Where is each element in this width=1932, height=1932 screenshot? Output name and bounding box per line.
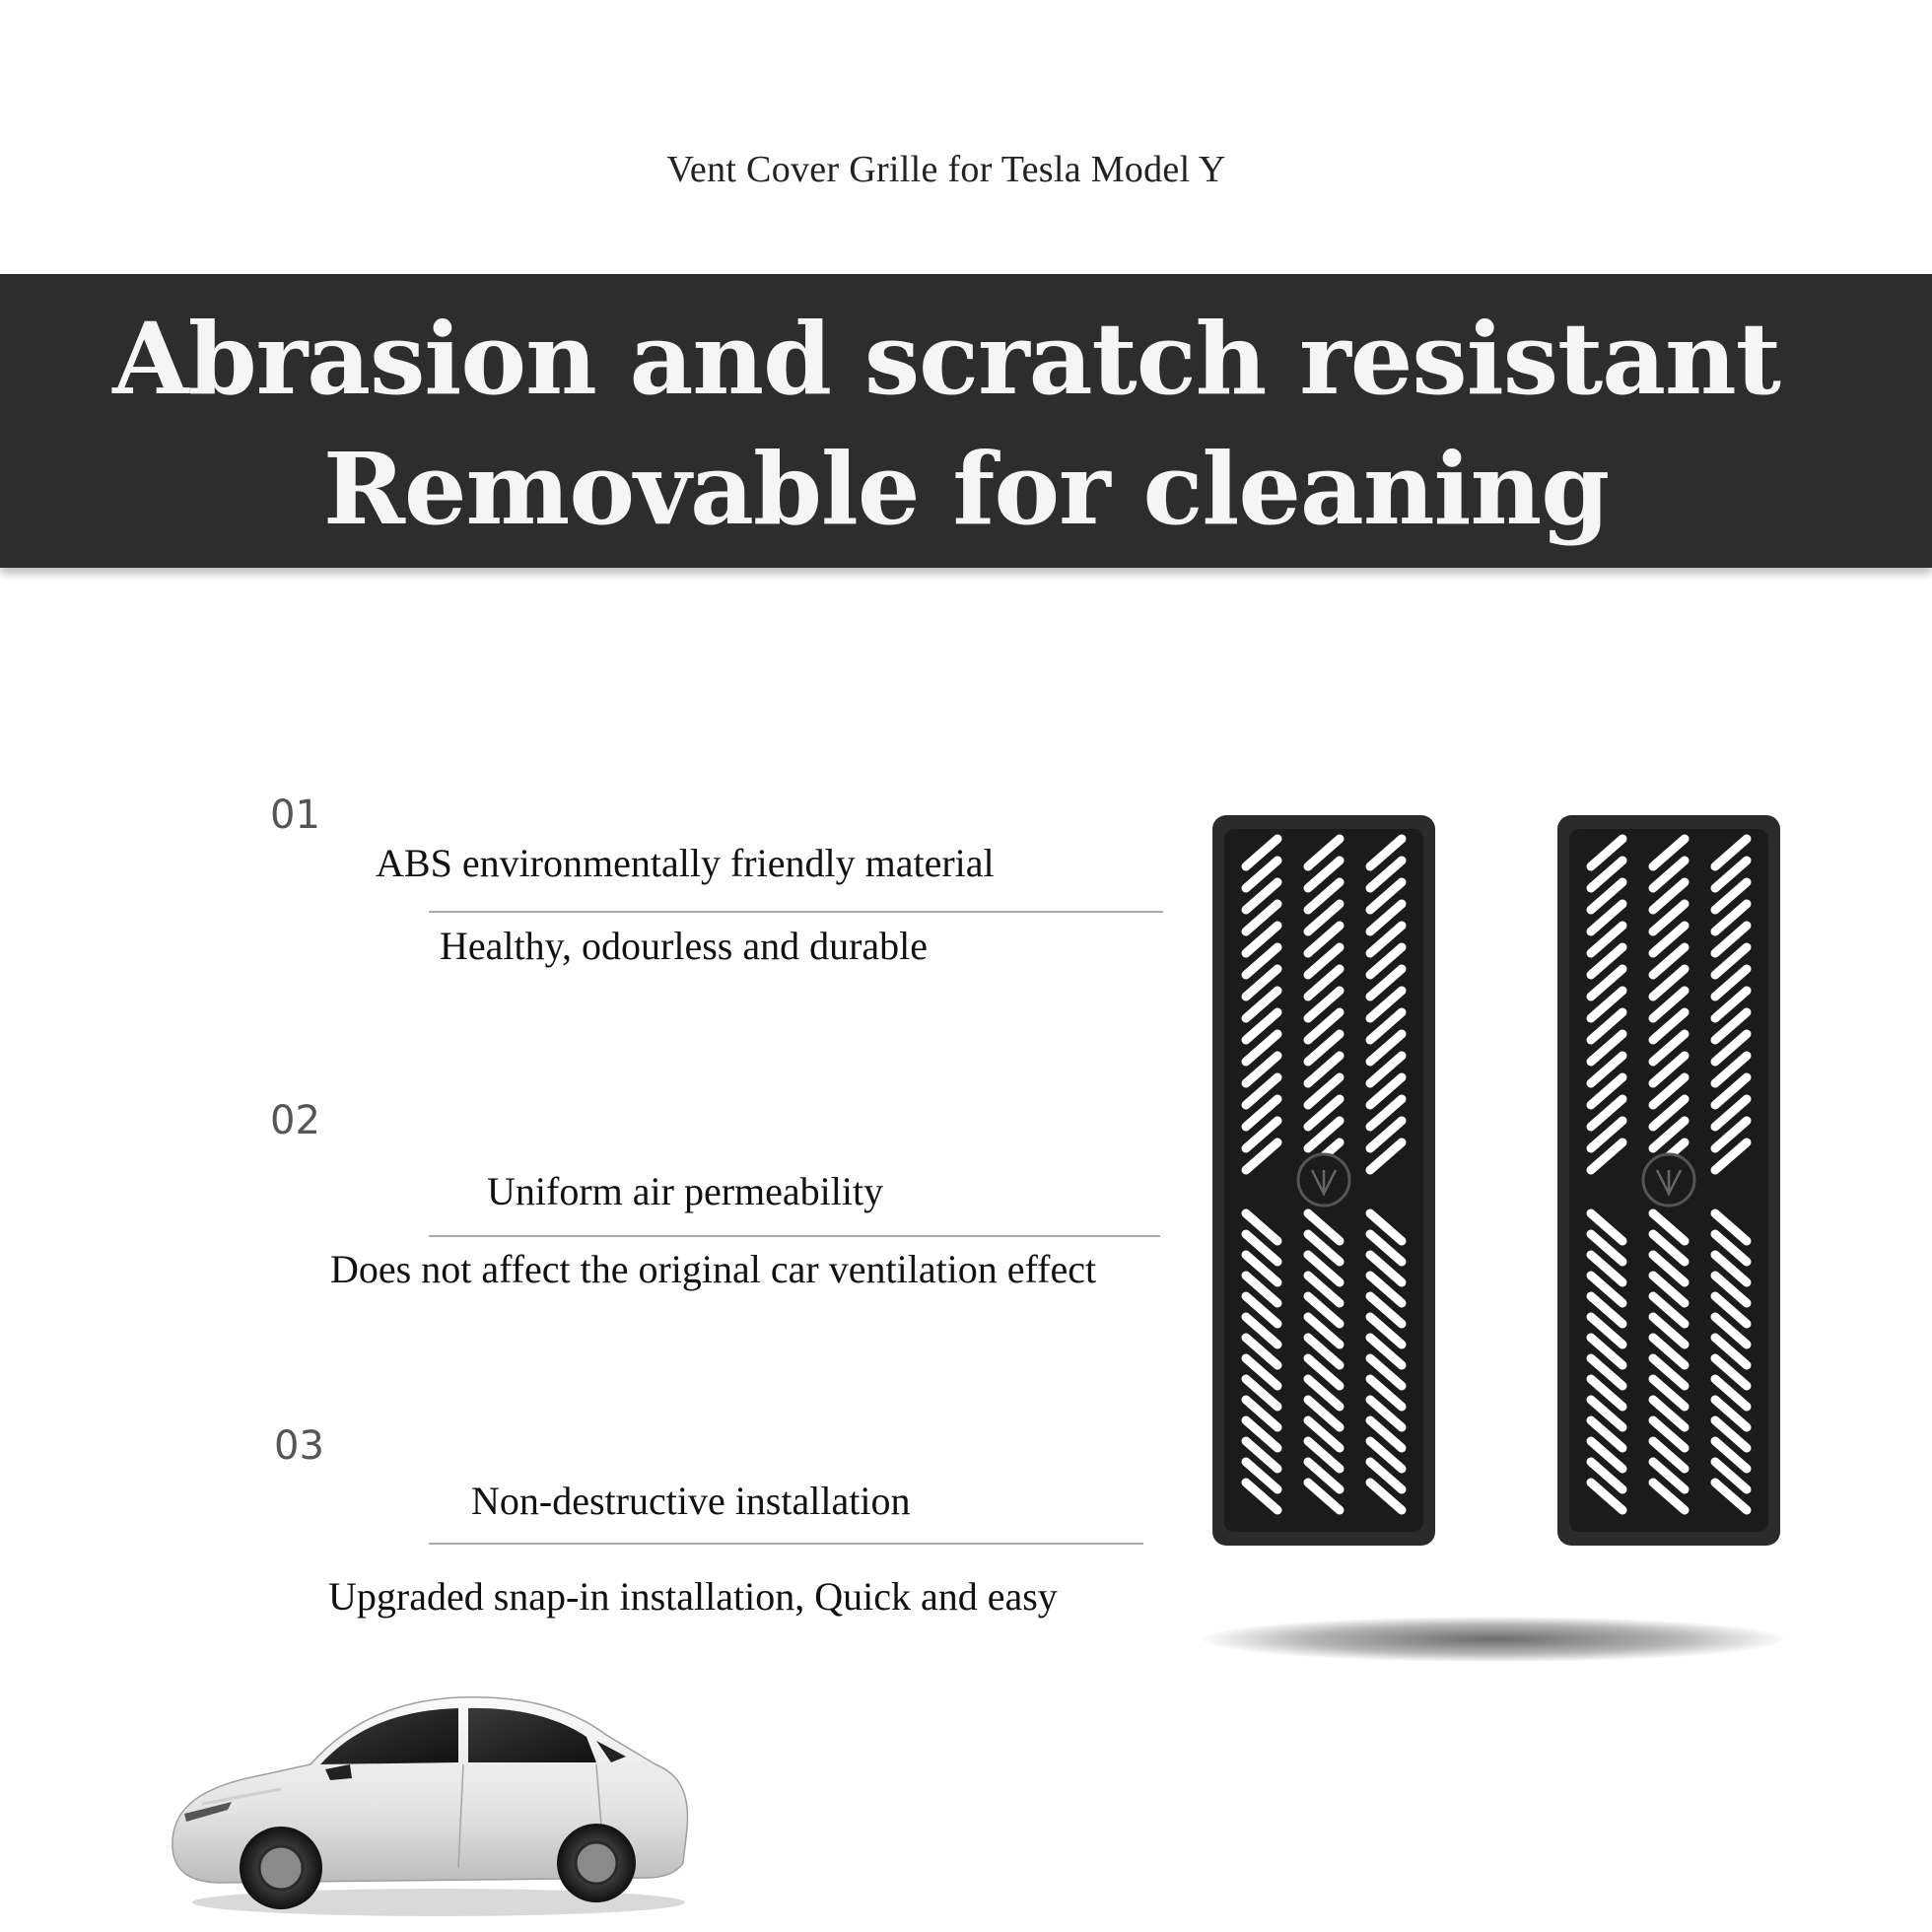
feature-1-description: Healthy, odourless and durable xyxy=(440,924,929,968)
feature-3-divider xyxy=(429,1543,1143,1545)
feature-3-title: Non-destructive installation xyxy=(471,1479,911,1523)
car-illustration xyxy=(163,1666,700,1922)
feature-1-divider xyxy=(429,911,1163,913)
feature-1-number: 01 xyxy=(270,793,320,838)
headline-banner xyxy=(0,274,1932,568)
headline-line-2: Removable for cleaning xyxy=(322,431,1610,547)
feature-2-number: 02 xyxy=(270,1098,320,1143)
feature-2-divider xyxy=(429,1235,1160,1237)
page-subtitle: Vent Cover Grille for Tesla Model Y xyxy=(666,149,1226,190)
feature-3-description: Upgraded snap-in installation, Quick and easy xyxy=(328,1574,1058,1619)
vent-grille-right xyxy=(1555,813,1782,1548)
feature-1-title: ABS environmentally friendly material xyxy=(376,841,995,885)
feature-2-description: Does not affect the original car ventilation effect xyxy=(330,1247,1097,1291)
feature-2-title: Uniform air permeability xyxy=(487,1169,884,1213)
product-shadow xyxy=(1203,1617,1784,1662)
vent-grille-left xyxy=(1210,813,1437,1548)
headline-line-1: Abrasion and scratch resistant xyxy=(112,301,1780,417)
feature-3-number: 03 xyxy=(274,1423,324,1469)
